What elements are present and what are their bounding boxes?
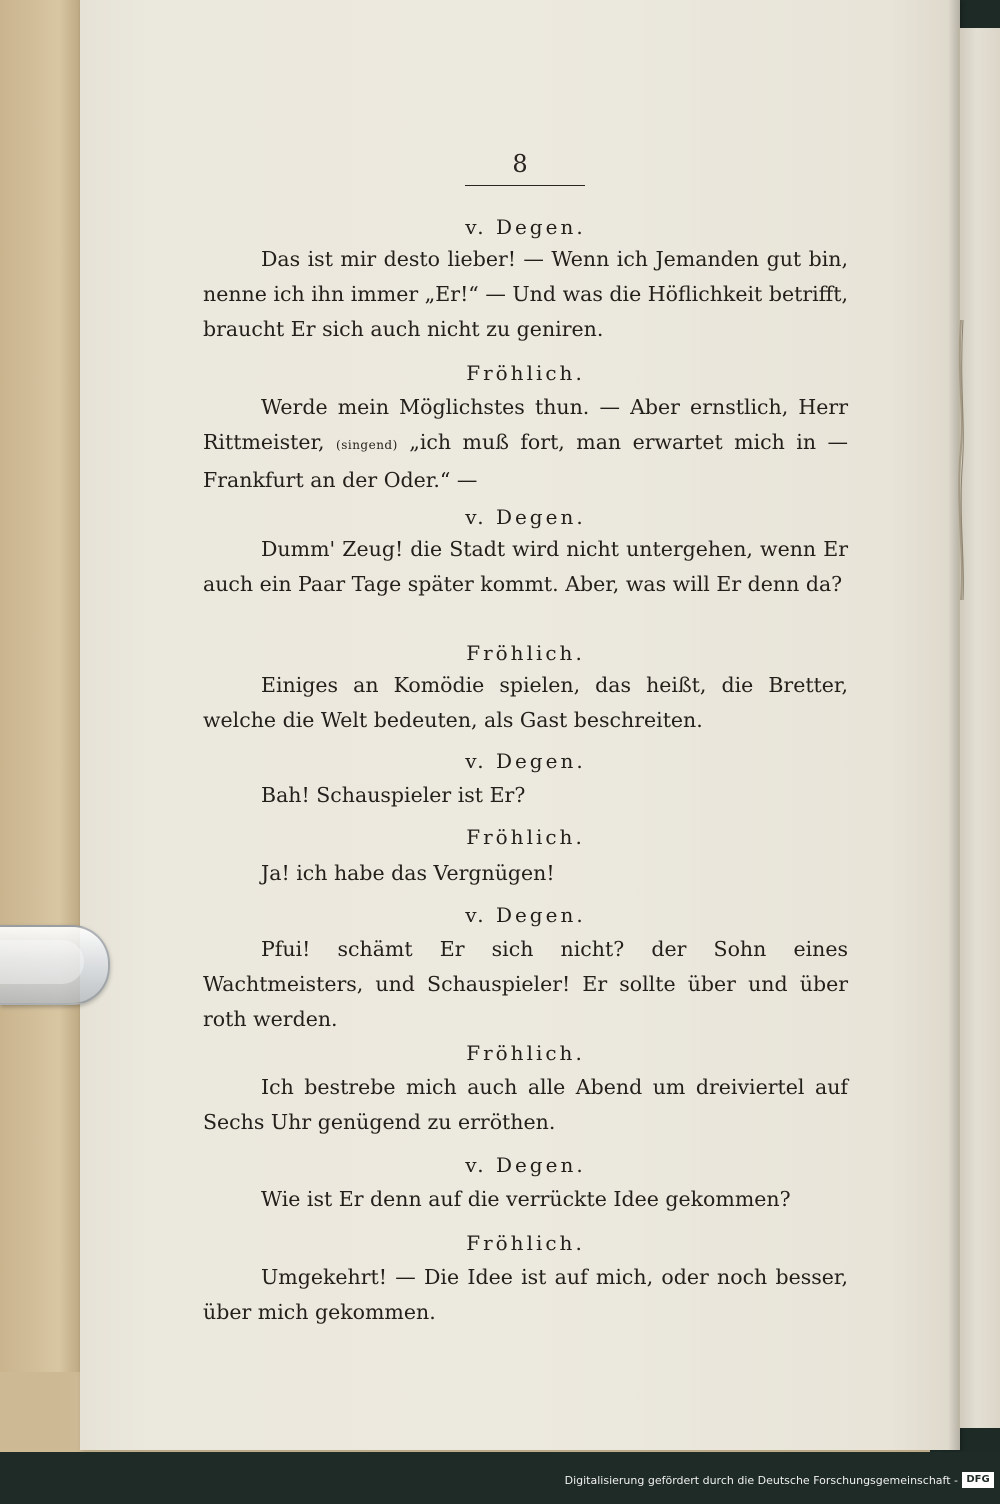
- page-number: 8: [512, 150, 528, 178]
- dialogue-paragraph: Ich bestrebe mich auch alle Abend um dreiviertel auf Sechs Uhr genügend zu erröthen.: [203, 1075, 848, 1134]
- header-rule: [465, 185, 585, 186]
- stage-direction: (singend): [336, 438, 398, 452]
- dialogue-paragraph: [203, 390, 848, 498]
- adjacent-page-edge: [958, 28, 1000, 1428]
- dialogue-paragraph: Umgekehrt! — Die Idee ist auf mich, oder noch besser, über mich gekommen.: [203, 1265, 848, 1324]
- binding-thread-icon: [955, 320, 967, 600]
- dialogue-paragraph: Dumm' Zeug! die Stadt wird nicht untergehen, wenn Er auch ein Paar Tage später kommt. Aber, was will Er denn da?: [203, 537, 848, 596]
- footer-bar: [0, 1452, 1000, 1504]
- dialogue-paragraph: Bah! Schauspieler ist Er?: [261, 783, 526, 807]
- footer-credit: Digitalisierung gefördert durch die Deutsche Forschungsgemeinschaft -: [564, 1474, 958, 1487]
- speaker-heading: v. Degen.: [465, 215, 586, 239]
- speaker-heading: v. Degen.: [465, 903, 586, 927]
- dialogue-paragraph: Einiges an Komödie spielen, das heißt, die Bretter, welche die Welt bedeuten, als Gast beschreiten.: [203, 673, 848, 732]
- speaker-heading: Fröhlich.: [466, 641, 585, 665]
- dialogue-paragraph: Ja! ich habe das Vergnügen!: [261, 861, 555, 885]
- dialogue-paragraph: Das ist mir desto lieber! — Wenn ich Jemanden gut bin, nenne ich ihn immer „Er!“ — Und was die Höflichkeit betrifft, braucht Er sich auch nicht zu geniren.: [203, 247, 848, 341]
- speaker-heading: Fröhlich.: [466, 1231, 585, 1255]
- dialogue-text: „ich muß fort, man erwartet mich in — Frankfurt an der Oder.“ —: [203, 430, 848, 492]
- speaker-heading: v. Degen.: [465, 505, 586, 529]
- speaker-heading: Fröhlich.: [466, 1041, 585, 1065]
- dialogue-paragraph: Pfui! schämt Er sich nicht? der Sohn eines Wachtmeisters, und Schauspieler! Er sollte über und über roth werden.: [203, 937, 848, 1031]
- speaker-heading: v. Degen.: [465, 749, 586, 773]
- speaker-heading: Fröhlich.: [466, 361, 585, 385]
- speaker-heading: Fröhlich.: [466, 825, 585, 849]
- dialogue-paragraph: Wie ist Er denn auf die verrückte Idee gekommen?: [261, 1187, 791, 1211]
- dialogue-text: Werde mein Möglichstes thun. — Aber ernstlich, Herr Rittmeister,: [203, 395, 848, 454]
- speaker-heading: v. Degen.: [465, 1153, 586, 1177]
- dfg-logo-icon: DFG: [962, 1472, 994, 1488]
- book-cover-edge: [0, 0, 85, 1450]
- page-clip-highlight: [0, 940, 84, 984]
